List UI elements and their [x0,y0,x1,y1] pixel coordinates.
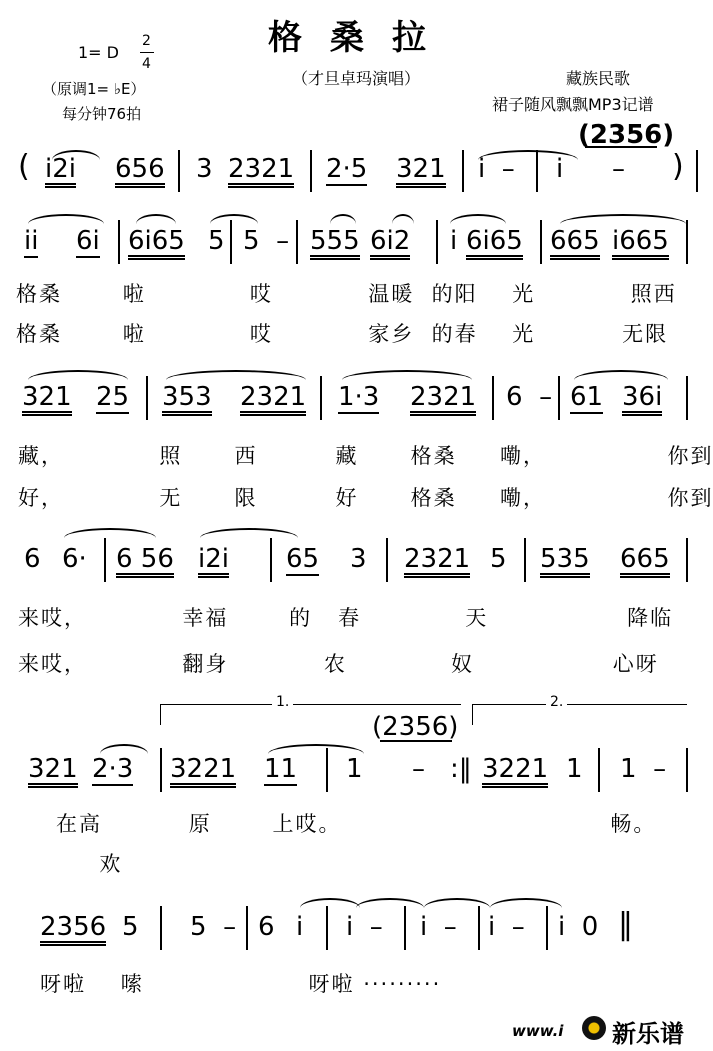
slur [200,528,298,538]
bar-line [598,748,600,792]
notation-group: 665 [550,228,600,260]
bar-line [326,748,328,792]
overlay-notes: (2356) [578,120,675,150]
lyric-line: 来哎， 幸福 的 春 天 降临 [18,606,674,630]
notation-group: i2i [198,546,229,578]
notation-group: 6 – [506,382,553,412]
notation-group: 2·3 [92,754,134,784]
notation-group: 6i2 [370,228,410,260]
slur [210,214,258,224]
notation-group: i2i [45,156,76,188]
notation-group: i – [478,154,515,184]
time-signature-top: 2 [142,33,151,49]
lyric-line: 来哎， 翻身 农 奴 心呀 [18,652,659,676]
notation-group: 6 [24,544,41,574]
bar-line [160,906,162,950]
notation-group: 2356 [40,914,106,946]
bar-line [326,906,328,950]
lyric-line: 藏， 照 西 藏 格桑 嘞， 你到 [18,444,713,468]
bar-line [230,220,232,264]
overlay-notes: (2356) [372,712,459,742]
bar-line [696,150,698,192]
slur [356,898,424,908]
final-barline: ‖ [618,907,633,942]
notation-group: 3 [196,154,213,184]
slur [100,744,148,754]
slur [424,898,490,908]
tempo: 每分钟76拍 [62,105,142,123]
notation-group: 2321 [228,156,294,188]
lyric-line: 格桑 啦 哎 家乡 的春 光 无限 [16,322,669,346]
time-signature-bottom: 4 [142,56,151,72]
notation-group: 555 [310,228,360,260]
bar-line [686,220,688,264]
volta-label-2: 2. [546,694,567,710]
notation-group: 11 [264,754,298,784]
lyric-line: 欢 [56,852,123,876]
bar-line [536,150,538,192]
site-url: www.i [512,1022,564,1040]
logo-icon [582,1016,606,1040]
slur [28,370,128,380]
genre: 藏族民歌 [566,69,631,88]
notation-group: – [612,154,625,184]
notation-group: 1·3 [338,382,380,412]
notation-group: i – [420,912,457,942]
slur [268,744,364,754]
notation-group: 665 [620,546,670,578]
bar-line [686,538,688,582]
slur [490,898,562,908]
slur [574,370,668,380]
notation-group: i665 [612,228,669,260]
bar-line [478,906,480,950]
notation-group: 5 – [243,226,290,256]
notation-group: i [556,154,564,184]
slur [342,370,472,380]
slur [450,214,506,224]
notation-group: 353 [162,384,212,416]
slur [560,214,686,224]
slur [136,214,176,224]
notation-paren: ( [18,149,30,184]
notation-group: i [296,912,304,942]
notation-group: i [450,226,458,256]
notation-group: 321 [396,156,446,188]
bar-line [296,220,298,264]
notation-group: 2321 [410,384,476,416]
bar-line [104,538,106,582]
slur [300,898,360,908]
key-signature: 1= D [78,43,119,62]
notation-group: 5 – [190,912,237,942]
notation-group: i – [488,912,525,942]
repeat-sign: :‖ [450,754,472,784]
notation-group: 321 [22,384,72,416]
notation-group: 3221 [170,756,236,788]
bar-line [686,748,688,792]
notation-group: 2321 [240,384,306,416]
bar-line [558,376,560,420]
notation-group: 6 56 [116,546,174,578]
volta-label-1: 1. [272,694,293,710]
notation-group: 5 [122,912,139,942]
notation-group: 6 [258,912,275,942]
performer: （才旦卓玛演唱） [292,69,421,88]
notation-group: 1 [346,754,363,784]
original-key: （原调1= ♭E） [42,80,146,98]
song-title: 格桑拉 [268,18,454,58]
slur [166,370,306,380]
notation-group: 25 [96,382,130,412]
time-signature-line [140,52,154,53]
bar-line [160,748,162,792]
bar-line [270,538,272,582]
bar-line [686,376,688,420]
bar-line [310,150,312,192]
lyric-line: 呀啦 嗦 呀啦 ········· [40,972,442,996]
overlay-line [380,740,452,742]
bar-line [546,906,548,950]
overlay-line [585,146,657,148]
notation-group: 656 [115,156,165,188]
notation-group: 321 [28,756,78,788]
notation-group: 5 [490,544,507,574]
notation-paren: ) [672,149,684,184]
notation-group: 1 – [620,754,667,784]
notation-group: 6i [76,226,100,256]
slur [330,214,356,224]
bar-line [524,538,526,582]
lyric-line: 在高 原 上哎。 畅。 [56,812,657,836]
notation-group: 2321 [404,546,470,578]
notation-group: 6· [62,544,87,574]
notation-group: 6i65 [128,228,185,260]
notation-group: 3 [350,544,367,574]
slur [64,528,156,538]
bar-line [492,376,494,420]
notation-group: 65 [286,544,320,574]
notation-group: – [412,754,425,784]
bar-line [178,150,180,192]
bar-line [320,376,322,420]
notation-group: 2·5 [326,154,368,184]
bar-line [404,906,406,950]
slur [28,214,104,224]
bar-line [246,906,248,950]
bar-line [462,150,464,192]
bar-line [146,376,148,420]
bar-line [386,538,388,582]
notation-group: 535 [540,546,590,578]
transcriber: 裙子随风飘飘MP3记谱 [492,95,654,114]
notation-group: i – [346,912,383,942]
slur [392,214,414,224]
notation-group: 61 [570,382,604,412]
lyric-line: 好， 无 限 好 格桑 嘞， 你到 [18,486,713,510]
bar-line [540,220,542,264]
notation-group: 3221 [482,756,548,788]
bar-line [436,220,438,264]
lyric-line: 格桑 啦 哎 温暖 的阳 光 照西 [16,282,677,306]
notation-group: 5 [208,226,225,256]
volta-bracket-2 [472,704,687,725]
notation-group: 6i65 [466,228,523,260]
notation-group: ii [24,226,39,256]
notation-group: i 0 [558,912,599,942]
site-logo-text: 新乐谱 [612,1020,684,1048]
notation-group: 36i [622,384,662,416]
bar-line [118,220,120,264]
notation-group: 1 [566,754,583,784]
